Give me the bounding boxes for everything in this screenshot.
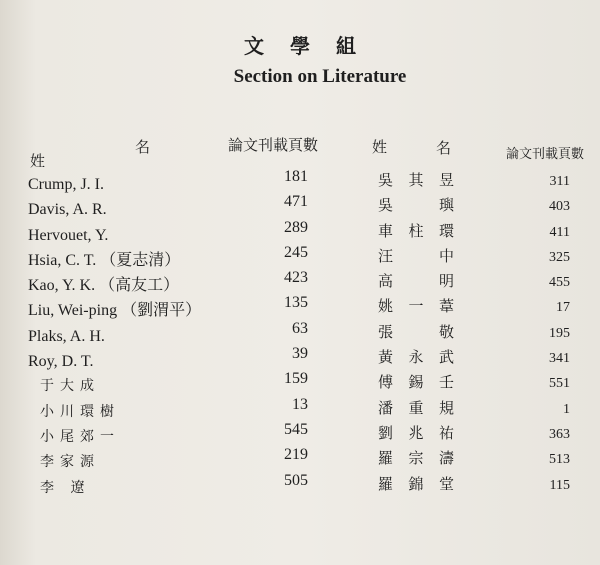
section-title-chinese: 文學組 [244,34,382,58]
right-entry-page: 363 [549,426,570,442]
right-entry-name: 高 明 [378,272,454,291]
left-page-column [270,164,308,493]
right-entry-page: 403 [549,199,570,215]
right-entry-name: 傅 錫 壬 [378,373,454,392]
right-entry-page: 311 [549,174,570,189]
right-entry-page: 1 [563,401,570,417]
right-entry-page: 325 [549,249,570,265]
left-entry-name: 小川環樹 [40,403,120,420]
left-name-column [28,172,201,501]
left-entry-page: 505 [284,471,308,489]
left-entry-name: 于大成 [40,378,100,395]
right-entry-page: 411 [549,224,570,240]
left-surname-label: 姓 [30,152,46,170]
right-entry-page: 341 [549,351,570,367]
left-entry-name: 小尾郊一 [40,428,120,445]
left-entry-name: Crump, J. I. [28,176,104,193]
left-entry-name: Liu, Wei-ping （劉渭平） [28,302,202,320]
right-pages-label: 論文刊載頁數 [506,147,585,162]
right-entry-page: 455 [549,275,570,291]
right-entry-page: 17 [556,300,570,316]
right-entry-name: 羅 宗 濤 [378,449,454,468]
right-entry-name: 潘 重 規 [378,398,454,417]
right-name-column [378,168,454,497]
left-entry-name: Kao, Y. K. （高友工） [28,277,180,295]
left-entry-page: 289 [284,218,308,236]
left-entry-page: 423 [284,269,308,287]
left-entry-name: 李 遼 [40,479,91,496]
right-entry-name: 羅 錦 堂 [378,474,454,493]
left-entry-name: Davis, A. R. [28,201,107,219]
right-entry-name: 張 敬 [378,322,454,341]
right-surname-label: 姓 [372,138,388,156]
left-entry-name: Hsia, C. T. （夏志清） [28,251,181,269]
right-given-name-label: 名 [436,139,452,157]
left-entry-name: Plaks, A. H. [28,327,105,345]
left-entry-page: 471 [284,193,308,211]
left-entry-page: 159 [284,370,308,388]
right-entry-name: 劉 兆 祐 [378,423,454,442]
left-entry-page: 219 [284,446,308,464]
right-entry-name: 吳 璵 [378,196,454,215]
right-entry-name: 姚 一 葦 [378,297,454,316]
left-entry-page: 135 [284,294,308,312]
section-title-english: Section on Literature [233,66,407,87]
left-entry-name: 李家源 [40,454,100,471]
right-page-column [530,169,570,498]
right-entry-name: 汪 中 [378,246,454,265]
right-entry-page: 115 [549,477,570,493]
left-entry-name: Hervouet, Y. [28,226,109,244]
right-entry-name: 吳 其 昱 [378,171,454,189]
right-entry-page: 513 [549,452,570,468]
left-entry-page: 181 [284,168,308,185]
right-entry-name: 黃 永 武 [378,348,454,367]
left-pages-label: 論文刊載頁數 [228,136,319,154]
left-entry-page: 39 [292,345,308,363]
right-entry-name: 車 柱 環 [378,221,454,240]
left-entry-name: Roy, D. T. [28,353,94,371]
left-given-name-label: 名 [135,138,151,156]
left-entry-page: 245 [284,243,308,261]
left-entry-page: 545 [284,420,308,438]
right-entry-page: 551 [549,376,570,392]
left-entry-page: 13 [292,395,308,413]
right-entry-page: 195 [549,325,570,341]
left-entry-page: 63 [292,319,308,337]
